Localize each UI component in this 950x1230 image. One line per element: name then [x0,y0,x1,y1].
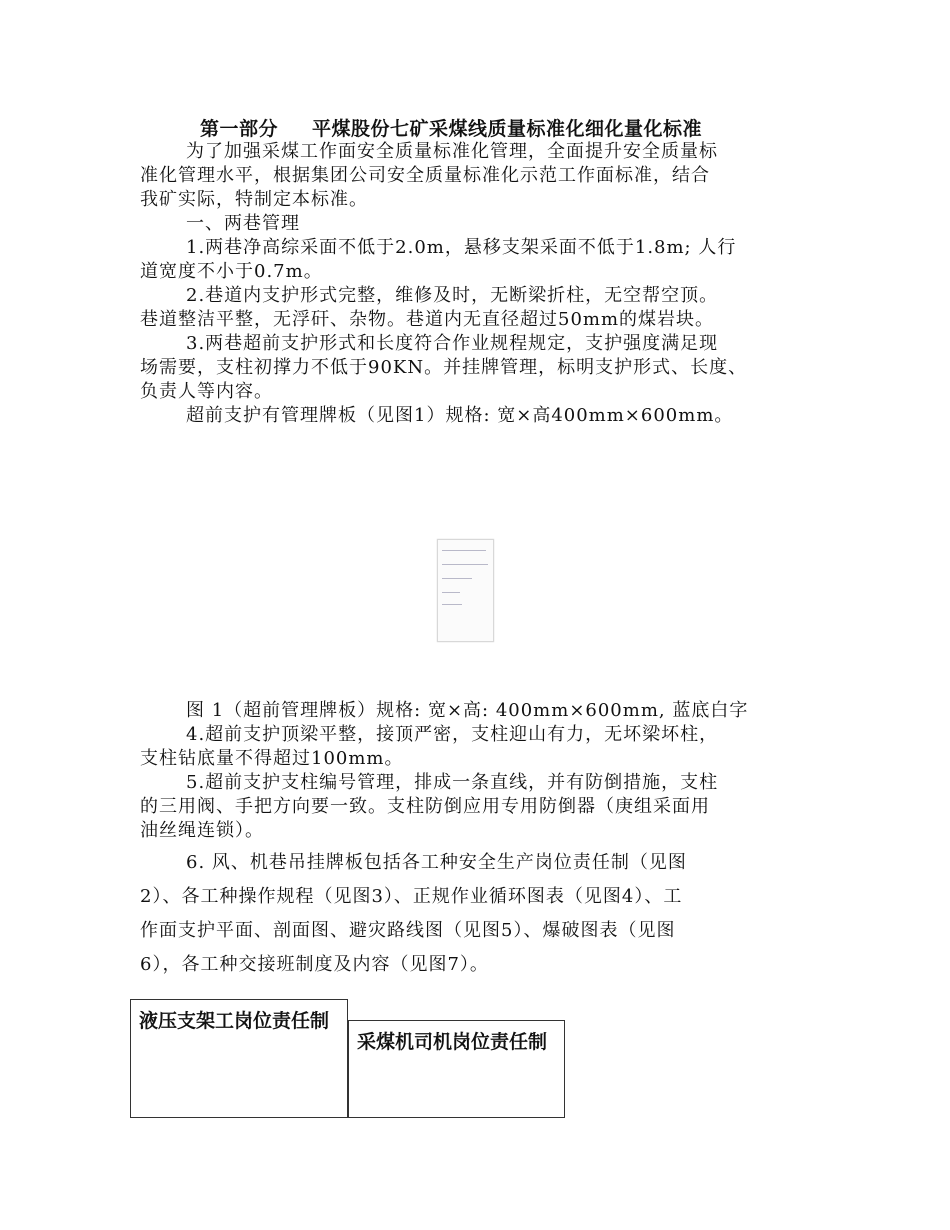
item-6-paragraph [140,846,810,982]
text-line: 负责人等内容。 [140,381,273,402]
text-line: 2）、各工种操作规程（见图3）、正规作业循环图表（见图4）、工 [140,886,683,907]
box-label: 液压支架工岗位责任制 [139,1010,330,1032]
figure-1-sign-image [437,539,494,642]
text-line: 油丝绳连锁）。 [140,820,264,841]
figure-caption-and-items [140,699,810,843]
section-heading: 一、两巷管理 [186,213,300,234]
title-main: 平煤股份七矿采煤线质量标准化细化量化标准 [312,118,703,140]
box-label: 采煤机司机岗位责任制 [357,1031,548,1053]
text-line: 6），各工种交接班制度及内容（见图7）。 [140,954,489,975]
text-line: 的三用阀、手把方向要一致。支柱防倒应用专用防倒器（庚组采面用 [140,796,710,817]
page-title [200,114,702,141]
text-line: 为了加强采煤工作面安全质量标准化管理，全面提升安全质量标 [186,141,718,162]
text-line: 我矿实际，特制定本标准。 [140,189,368,210]
text-line: 5.超前支护支柱编号管理，排成一条直线，并有防倒措施，支柱 [186,772,719,793]
text-line: 3.两巷超前支护形式和长度符合作业规程规定，支护强度满足现 [186,333,719,354]
sign-spec-line: 超前支护有管理牌板（见图1）规格: 宽×高400mm×600mm。 [186,405,734,426]
text-line: 巷道整洁平整，无浮矸、杂物。巷道内无直径超过50mm的煤岩块。 [140,309,715,330]
text-line: 作面支护平面、剖面图、避灾路线图（见图5）、爆破图表（见图 [140,920,676,941]
intro-paragraph [140,140,810,428]
text-line: 1.两巷净高综采面不低于2.0m，悬移支架采面不低于1.8m; 人行 [186,237,737,258]
responsibility-board-hydraulic-support [130,999,348,1118]
text-line: 6. 风、机巷吊挂牌板包括各工种安全生产岗位责任制（见图 [186,852,687,873]
figure-1-caption: 图 1（超前管理牌板）规格: 宽×高: 400mm×600mm, 蓝底白字 [186,700,749,721]
text-line: 2.巷道内支护形式完整，维修及时，无断梁折柱，无空帮空顶。 [186,285,719,306]
text-line: 道宽度不小于0.7m。 [140,261,323,282]
text-line: 准化管理水平，根据集团公司安全质量标准化示范工作面标准，结合 [140,165,710,186]
text-line: 4.超前支护顶梁平整，接顶严密，支柱迎山有力，无坏梁坏柱， [186,724,719,745]
responsibility-board-shearer-driver [348,1020,565,1118]
title-part: 第一部分 [200,118,279,140]
text-line: 场需要，支柱初撑力不低于90KN。并挂牌管理，标明支护形式、长度、 [140,357,748,378]
text-line: 支柱钻底量不得超过100mm。 [140,748,404,769]
